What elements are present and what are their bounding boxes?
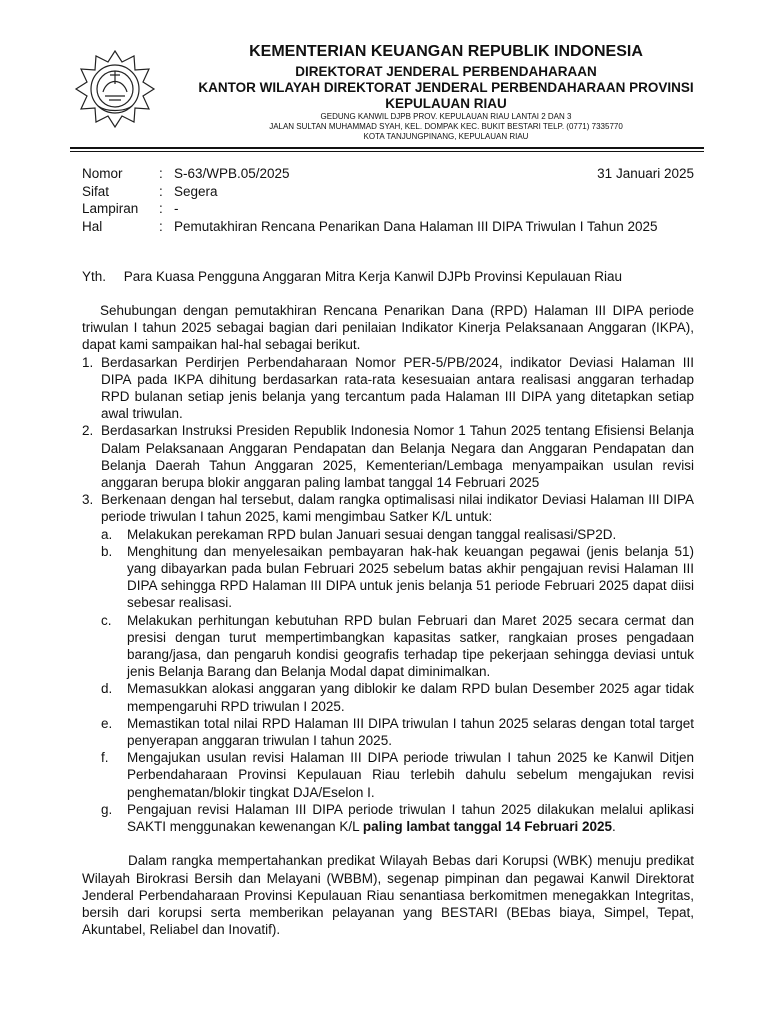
list-item <box>82 422 694 491</box>
meta-row-nomor <box>82 165 694 183</box>
sub-item-text: Menghitung dan menyelesaikan pembayaran hak-hak keuangan pegawai (jenis belanja 51) yang dibayarkan pada bulan Februari 2025 sebelum batas akhir pengajuan revisi Halaman III DIPA sehingga RPD Halaman III DIPA untuk jenis belanja 51 periode Februari 2025 dapat diisi sebesar realisasi. <box>127 543 694 611</box>
sub-item-text: Memasukkan alokasi anggaran yang diblokir ke dalam RPD bulan Desember 2025 agar tidak mempengaruhi RPD triwulan I 2025. <box>127 681 694 714</box>
sub-item-letter: a. <box>101 526 113 542</box>
closing-paragraph: Dalam rangka mempertahankan predikat Wilayah Bebas dari Korupsi (WBK) menuju predikat Wilayah Birokrasi Bersih dan Melayani (WBBM), segenap pimpinan dan pegawai Kanwil Direktorat Jenderal Perbendaharaan Provinsi Kepulauan Riau senantiasa berkomitmen menegakkan Integritas, bersih dari korupsi serta memberikan pelayanan yang BESTARI (BEbas biaya, Simpel, Tepat, Akuntabel, Reliabel dan Inovatif). <box>82 853 694 938</box>
nomor-value: S-63/WPB.05/2025 <box>174 166 290 181</box>
sub-list-item <box>101 526 694 543</box>
item-text: Berdasarkan Perdirjen Perbendaharaan Nomor PER-5/PB/2024, indikator Deviasi Halaman III DIPA pada IKPA dihitung berdasarkan rata-rata kesesuaian antara realisasi anggaran terhadap RPD bulanan setiap jenis belanja yang tercantum pada Halaman III DIPA yang ditetapkan setiap awal triwulan. <box>101 354 694 422</box>
meta-row-lampiran <box>82 200 694 218</box>
sub-item-letter: f. <box>101 750 109 766</box>
sub-item-letter: g. <box>101 801 113 817</box>
sifat-label: Sifat <box>82 183 110 199</box>
meta-colon: : <box>159 166 163 181</box>
sub-item-text: Memastikan total nilai RPD Halaman III DIPA triwulan I tahun 2025 selaras dengan total target penyerapan anggaran triwulan I tahun 2025. <box>127 715 694 749</box>
addressee-text: Para Kuasa Pengguna Anggaran Mitra Kerja Kanwil DJPb Provinsi Kepulauan Riau <box>123 269 623 284</box>
lettered-list <box>101 526 694 836</box>
address-line-2: JALAN SULTAN MUHAMMAD SYAH, KEL. DOMPAK KEC. BUKIT BESTARI TELP. (0771) 7335770 <box>269 122 623 131</box>
sub-item-letter: d. <box>101 681 113 697</box>
sub-item-end: . <box>612 819 616 835</box>
sub-item-letter: c. <box>101 612 112 628</box>
sub-list-item <box>101 680 694 714</box>
hal-value: Pemutakhiran Rencana Penarikan Dana Halaman III DIPA Triwulan I Tahun 2025 <box>174 218 658 234</box>
meta-row-sifat <box>82 183 694 201</box>
letterhead <box>70 40 710 140</box>
letter-meta <box>82 165 694 235</box>
meta-row-hal <box>82 218 694 236</box>
sub-list-item <box>101 612 694 681</box>
list-item <box>82 491 694 835</box>
sub-list-item <box>101 801 694 835</box>
item-text: Berdasarkan Instruksi Presiden Republik Indonesia Nomor 1 Tahun 2025 tentang Efisiensi Belanja Dalam Pelaksanaan Anggaran Pendapatan dan Belanja Negara dan Anggaran Pendapatan dan Belanja Daerah Tahun Anggaran 2025, Kementerian/Lembaga menyampaikan usulan revisi anggaran berupa blokir anggaran paling lambat tanggal 14 Februari 2025 <box>101 423 694 491</box>
addressee-prefix: Yth. <box>82 269 107 284</box>
address-line-1: GEDUNG KANWIL DJPB PROV. KEPULAUAN RIAU LANTAI 2 DAN 3 <box>320 112 572 121</box>
item-number: 3. <box>82 492 94 508</box>
meta-colon: : <box>159 218 163 234</box>
sub-item-text: Melakukan perekaman RPD bulan Januari sesuai dengan tanggal realisasi/SP2D. <box>127 526 617 542</box>
sub-item-letter: b. <box>101 543 113 559</box>
letterhead-divider-thin <box>70 151 704 152</box>
deadline-emphasis: paling lambat tanggal 14 Februari 2025 <box>362 819 612 835</box>
hal-label: Hal <box>82 218 103 234</box>
numbered-list <box>82 354 694 836</box>
ministry-name: KEMENTERIAN KEUANGAN REPUBLIK INDONESIA <box>249 43 643 60</box>
intro-paragraph: Sehubungan dengan pemutakhiran Rencana Penarikan Dana (RPD) Halaman III DIPA periode triwulan I tahun 2025 sebagai bagian dari penilaian Indikator Kinerja Pelaksanaan Anggaran (IKPA), dapat kami sampaikan hal-hal sebagai berikut. <box>82 303 694 353</box>
address-line-3: KOTA TANJUNGPINANG, KEPULAUAN RIAU <box>363 132 529 141</box>
sub-item-text: Mengajukan usulan revisi Halaman III DIPA periode triwulan I tahun 2025 ke Kanwil Ditjen Perbendaharaan Provinsi Kepulauan Riau terlebih dahulu sebelum mengajukan revisi penghematan/blokir tingkat DJA/Eselon I. <box>127 750 694 800</box>
office-region: KEPULAUAN RIAU <box>385 96 507 111</box>
sub-list-item <box>101 543 694 612</box>
letterhead-text <box>190 42 702 142</box>
meta-colon: : <box>159 201 163 216</box>
office-name: KANTOR WILAYAH DIREKTORAT JENDERAL PERBENDAHARAAN PROVINSI <box>198 80 694 95</box>
item-number: 2. <box>82 423 94 439</box>
directorate-name: DIREKTORAT JENDERAL PERBENDAHARAAN <box>295 64 597 79</box>
item-text: Berkenaan dengan hal tersebut, dalam rangka optimalisasi nilai indikator Deviasi Halaman III DIPA periode triwulan I tahun 2025, kami mengimbau Satker K/L untuk: <box>101 492 694 525</box>
sub-list-item <box>101 749 694 801</box>
letter-body <box>82 302 694 938</box>
letterhead-divider <box>70 147 704 149</box>
sub-item-text: Pengajuan revisi Halaman III DIPA periode triwulan I tahun 2025 dilakukan melalui aplikasi SAKTI menggunakan kewenangan K/L <box>127 801 694 835</box>
list-item <box>82 354 694 423</box>
sub-item-text: Melakukan perhitungan kebutuhan RPD bulan Februari dan Maret 2025 secara cermat dan presisi dengan turut mempertimbangkan kapasitas satker, rangkaian proses pengadaan barang/jasa, dan pengaruh kondisi geografis terhadap tipe pekerjaan sehingga deviasi untuk jenis Belanja Barang dan Belanja Modal dapat diminimalkan. <box>127 612 694 680</box>
sub-list-item <box>101 715 694 749</box>
kemenkeu-emblem-icon <box>74 48 156 130</box>
nomor-label: Nomor <box>82 166 123 181</box>
lampiran-value: - <box>174 201 179 216</box>
letter-date: 31 Januari 2025 <box>597 166 694 181</box>
addressee <box>82 268 622 285</box>
meta-colon: : <box>159 183 163 199</box>
lampiran-label: Lampiran <box>82 201 139 216</box>
sub-item-letter: e. <box>101 715 113 731</box>
sifat-value: Segera <box>174 183 218 199</box>
item-number: 1. <box>82 354 94 370</box>
